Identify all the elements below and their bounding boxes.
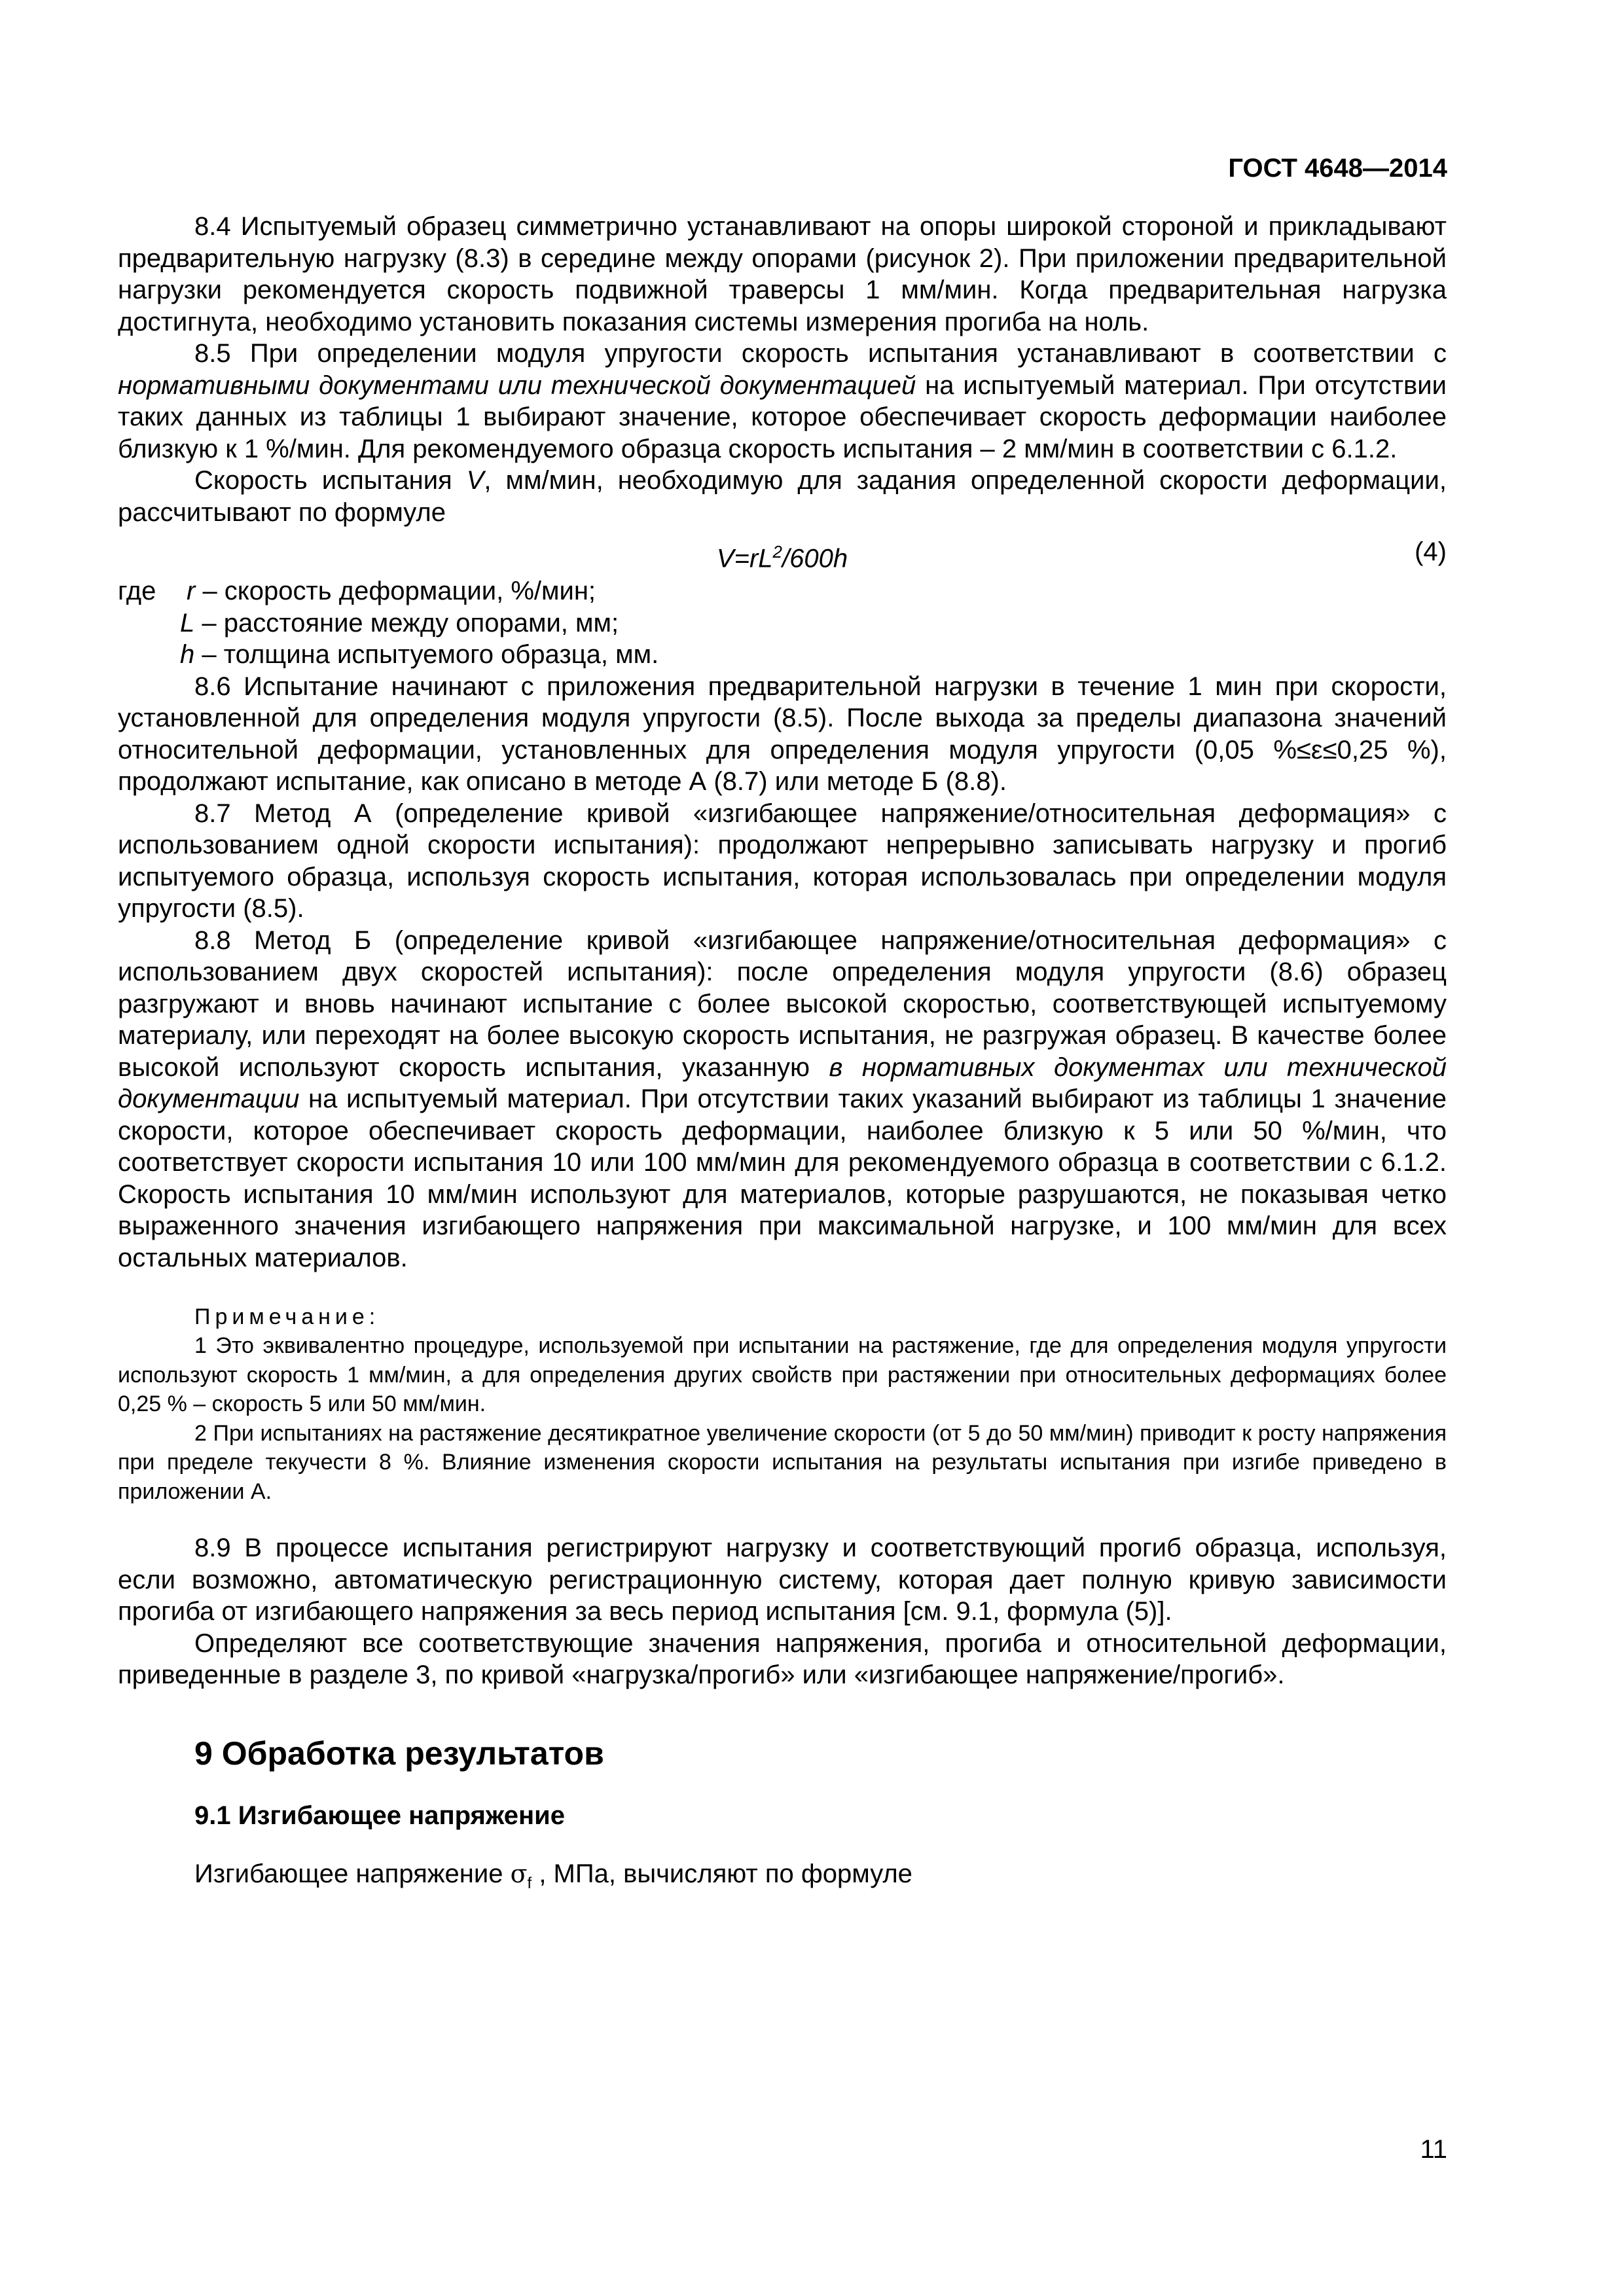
formula-4-expression	[118, 531, 1447, 579]
legend-spacer	[118, 639, 180, 671]
subsection-9-1-heading: 9.1 Изгибающее напряжение	[194, 1801, 565, 1830]
paragraph-8-5-emphasis: нормативными документами или технической документацией	[118, 370, 916, 400]
paragraph-8-4: 8.4 Испытуемый образец симметрично устанавливают на опоры широкой стороной и прикладывают предварительную нагрузку (8.3) в середине между опорами (рисунок 2). При приложении предварительной нагрузки рекомендуется скорость подвижной траверсы 1 мм/мин. Когда предварительная нагрузка достигнута, необходимо установить показания системы измерения прогиба на ноль.	[118, 212, 1447, 336]
spacer	[118, 1506, 1447, 1532]
legend-symbol: L	[180, 608, 195, 637]
page-content	[118, 211, 1447, 1899]
paragraph-8-8	[118, 925, 1447, 1274]
paragraph-8-6: 8.6 Испытание начинают с приложения предварительной нагрузки в течение 1 мин при скорости, установленной для определения модуля упругости (8.5). После выхода за пределы диапазона значений относительной деформации, установленных для определения модуля упругости (0,05 %≤ε≤0,25 %), продолжают испытание, как описано в методе А (8.7) или методе Б (8.8).	[118, 672, 1447, 796]
formula-lhs: V=rL	[716, 544, 773, 573]
legend-symbol: h	[180, 640, 195, 669]
speed-symbol-v: V	[466, 466, 484, 495]
sigma-subscript: f	[527, 1874, 532, 1892]
legend-row	[118, 607, 1447, 639]
formula-rhs: /600h	[782, 544, 848, 573]
legend-text: – скорость деформации, %/мин;	[195, 577, 596, 605]
legend-symbol: r	[187, 577, 196, 605]
paragraph-9-1	[118, 1858, 1447, 1900]
paragraph-test-speed	[118, 465, 1447, 528]
document-code-header: ГОСТ 4648—2014	[1228, 154, 1447, 183]
paragraph-8-9-continued: Определяют все соответствующие значения напряжения, прогиба и относительной деформации, приведенные в разделе 3, по кривой «нагрузка/прогиб» или «изгибающее напряжение/прогиб».	[118, 1628, 1447, 1689]
paragraph-8-7: 8.7 Метод А (определение кривой «изгибающее напряжение/относительная деформация» с использованием одной скорости испытания): продолжают непрерывно записывать нагрузку и прогиб испытуемого образца, используя скорость испытания, которая использовалась при определении модуля упругости (8.5).	[118, 798, 1447, 923]
legend-item	[180, 607, 619, 639]
paragraph-8-8-text-b: на испытуемый материал. При отсутствии таких указаний выбирают из таблицы 1 значение скорости, которое обеспечивает скорость деформации, наиболее близкую к 5 или 50 %/мин, что соответствует скорости испытания 10 или 100 мм/мин для рекомендуемого образца в соответствии с 6.1.2. Скорость испытания 10 мм/мин используют для материалов, которые разрушаются, не показывая четко выраженного значения изгибающего напряжения при максимальной нагрузке, и 100 мм/мин для всех остальных материалов.	[118, 1085, 1447, 1272]
speed-text-a: Скорость испытания	[194, 466, 467, 495]
paragraph-8-8-emphasis: в нормативных документах или технической документации	[118, 1052, 1447, 1113]
sigma-symbol: σ	[510, 1859, 528, 1888]
formula-4	[118, 531, 1447, 573]
legend-text: – расстояние между опорами, мм;	[194, 608, 619, 637]
legend-label: где	[118, 577, 156, 605]
legend-item	[187, 575, 596, 607]
paragraph-8-8-text-a: 8.8 Метод Б (определение кривой «изгибающее напряжение/относительная деформация» с использованием двух скоростей испытания): после определения модуля упругости (8.6) образец разгружают и вновь начинают испытание с более высокой скоростью, соответствующей испытуемому материалу, или переходят на более высокую скорость испытания, не разгружая образец. В качестве более высокой используют скорость испытания, указанную	[118, 925, 1447, 1082]
legend-row	[118, 639, 1447, 671]
formula-exponent: 2	[772, 542, 782, 562]
note-title: Примечание:	[194, 1304, 380, 1329]
page-number: 11	[1420, 2135, 1447, 2164]
legend-row	[118, 575, 1447, 607]
legend-item	[180, 639, 659, 671]
legend-text: – толщина испытуемого образца, мм.	[194, 640, 659, 669]
paragraph-8-5-text-b: на испытуемый материал. При отсутствии таких данных из таблицы 1 выбирают значение, которое обеспечивает скорость деформации наиболее близкую к 1 %/мин. Для рекомендуемого образца скорость испытания – 2 мм/мин в соответствии с 6.1.2.	[118, 370, 1447, 463]
note-item-1: 1 Это эквивалентно процедуре, используемой при испытании на растяжение, где для определения модуля упругости используют скорость 1 мм/мин, а для определения других свойств при растяжении при относительных деформациях более 0,25 % – скорость 5 или 50 мм/мин.	[118, 1333, 1447, 1416]
section-9-heading: 9 Обработка результатов	[194, 1734, 604, 1772]
note-item-2: 2 При испытаниях на растяжение десятикратное увеличение скорости (от 5 до 50 мм/мин) приводит к росту напряжения при пределе текучести 8 %. Влияние изменения скорости испытания на результаты испытания при изгибе приведено в приложении А.	[118, 1420, 1447, 1504]
formula-legend	[118, 575, 1447, 671]
paragraph-8-9: 8.9 В процессе испытания регистрируют нагрузку и соответствующий прогиб образца, используя, если возможно, автоматическую регистрационную систему, которая дает полную кривую зависимости прогиба от изгибающего напряжения за весь период испытания [см. 9.1, формула (5)].	[118, 1534, 1447, 1626]
paragraph-9-1-text-b: , МПа, вычисляют по формуле	[532, 1859, 912, 1888]
speed-text-b: , мм/мин, необходимую для задания определенной скорости деформации, рассчитывают по формуле	[118, 466, 1447, 527]
formula-4-number: (4)	[1415, 537, 1447, 566]
paragraph-8-5-text-a: 8.5 При определении модуля упругости скорость испытания устанавливают в соответствии с	[194, 339, 1447, 368]
paragraph-9-1-text-a: Изгибающее напряжение	[194, 1859, 511, 1888]
paragraph-8-5	[118, 338, 1447, 465]
notes-block	[118, 1302, 1447, 1506]
legend-spacer	[118, 607, 180, 639]
